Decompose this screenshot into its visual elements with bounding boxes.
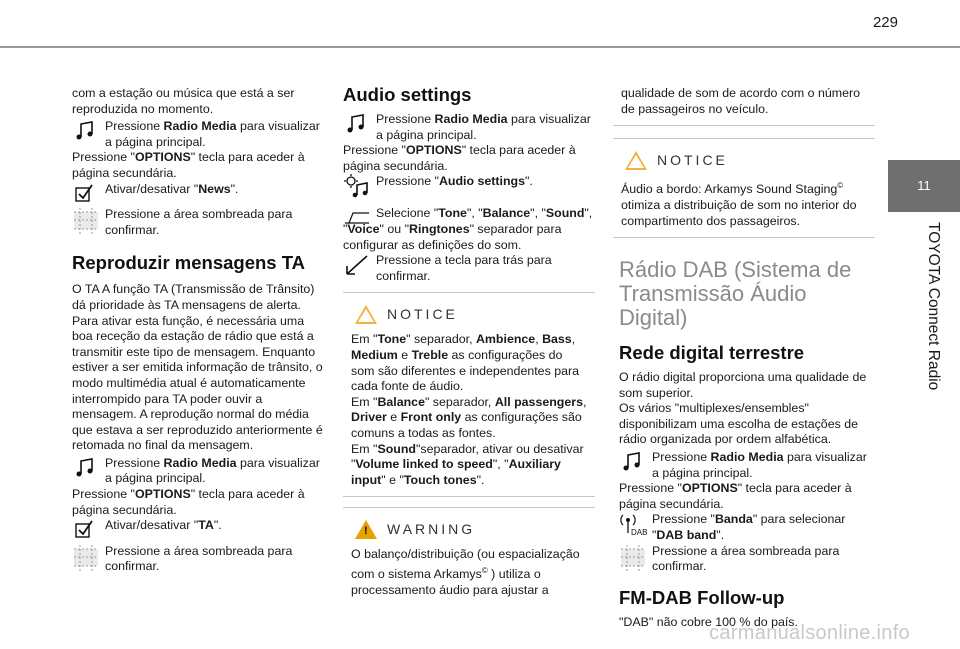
text: Pressione xyxy=(652,450,711,465)
text: " separador para configurar as definições do som. xyxy=(343,221,562,252)
text: " tecla para aceder à página secundária. xyxy=(619,481,852,511)
chapter-tab[interactable]: 11 xyxy=(888,160,960,212)
text: Em " xyxy=(351,394,378,409)
text: ". xyxy=(213,518,222,533)
instruction-row xyxy=(72,119,324,150)
text: para visualizar a página principal. xyxy=(376,112,591,142)
paragraph xyxy=(619,481,875,512)
text: Pressione a área sombreada para confirmar. xyxy=(652,543,840,574)
paragraph xyxy=(343,143,595,174)
text: ", " xyxy=(466,206,483,221)
instruction-row xyxy=(72,456,324,487)
text: para visualizar a página principal. xyxy=(105,119,320,149)
text: ) utiliza o processamento áudio para ajustar a xyxy=(351,567,549,597)
notice-header xyxy=(343,293,595,330)
text-bold: TA xyxy=(198,518,214,533)
instruction-row xyxy=(343,174,595,202)
text-bold: Auxiliary input xyxy=(351,457,561,487)
text: Ativar/desativar " xyxy=(105,518,199,533)
text-bold: Touch tones xyxy=(403,472,477,487)
paragraph: O rádio digital proporciona uma qualidade de som superior. xyxy=(619,370,867,400)
text-bold: Ringtones xyxy=(409,221,470,236)
paragraph xyxy=(621,178,867,229)
music-settings-icon xyxy=(343,173,371,199)
paragraph: qualidade de som de acordo com o número de passageiros no veículo. xyxy=(621,86,861,116)
instruction-row xyxy=(72,544,324,575)
text-bold: Radio Media xyxy=(163,119,237,134)
notice-title: NOTICE xyxy=(387,306,458,323)
header-divider xyxy=(0,46,960,48)
text-bold: Bass xyxy=(542,332,572,347)
text: Pressione " xyxy=(72,150,135,165)
text: ". xyxy=(525,174,533,189)
warning-box-continued xyxy=(613,70,875,126)
instruction-row xyxy=(343,253,595,284)
instruction-row xyxy=(619,450,875,481)
text: O balanço/distribuição (ou espacialização com o sistema Arkamys xyxy=(351,547,580,581)
text: ", " xyxy=(530,206,546,221)
instruction-row xyxy=(343,206,595,222)
text-bold: DAB band xyxy=(656,528,717,543)
text-bold: Balance xyxy=(377,394,425,409)
text-bold: Radio Media xyxy=(710,450,784,465)
notice-title: NOTICE xyxy=(657,151,728,168)
text: Pressione " xyxy=(72,487,135,502)
warning-triangle-icon: ! xyxy=(625,151,647,170)
warning-box xyxy=(343,507,595,606)
text: , xyxy=(535,332,543,347)
paragraph xyxy=(72,150,324,181)
page-number: 229 xyxy=(872,14,898,31)
paragraph xyxy=(343,222,595,253)
text: Selecione " xyxy=(376,206,439,221)
text: " tecla para aceder à página secundária. xyxy=(343,143,576,173)
text-bold: Balance xyxy=(482,206,531,221)
section-heading: FM-DAB Follow-up xyxy=(619,586,785,608)
instruction-row xyxy=(72,182,324,198)
warning-title: WARNING xyxy=(387,520,476,537)
music-note-icon xyxy=(343,111,371,137)
back-arrow-icon xyxy=(343,252,371,278)
music-note-icon xyxy=(619,449,647,475)
text-bold: Tone xyxy=(377,332,407,347)
shaded-area-icon xyxy=(72,208,100,234)
instruction-row xyxy=(72,518,324,534)
text-bold: Radio Media xyxy=(434,112,508,126)
checkbox-icon xyxy=(72,181,100,207)
text: "separador, ativar ou desativar " xyxy=(351,441,584,472)
warning-triangle-icon: ! xyxy=(355,305,377,324)
superscript: © xyxy=(837,181,844,191)
chapter-title: TOYOTA Connect Radio xyxy=(925,222,942,391)
instruction-row xyxy=(619,512,875,543)
column-3 xyxy=(613,70,875,630)
warning-header xyxy=(343,508,595,545)
paragraph xyxy=(351,547,587,598)
warning-triangle-icon: ! xyxy=(355,520,377,539)
paragraph xyxy=(351,442,587,489)
chapter-section-heading: Rádio DAB (Sistema de Transmissão Áudio Digital) xyxy=(619,257,852,331)
text-bold: Sound xyxy=(377,441,416,456)
text: Pressione a área sombreada para confirmar. xyxy=(105,543,293,574)
text-bold: Voice xyxy=(347,221,380,236)
text: para visualizar a página principal. xyxy=(105,455,320,486)
text: Áudio a bordo: Arkamys Sound Staging xyxy=(621,182,838,197)
text: " para selecionar " xyxy=(652,512,846,543)
section-heading: Audio settings xyxy=(343,84,472,105)
text: e xyxy=(386,410,401,425)
paragraph: O TA A função TA (Transmissão de Trânsito) dá prioridade às TA mensagens de alerta. Para ativar esta função, é necessária uma boa receção da estação de rádio que está a transmitir este tipo de mensagem. Enquanto estiver a ser emitida informação de trânsito, o modo multimédia atual é automaticamente interrompido para TA poder ouvir a mensagem. A reprodução normal do média que estava a ser reproduzido anteriormente é retomada no final da mensagem. xyxy=(72,282,323,453)
instruction-row xyxy=(343,112,595,143)
notice-box xyxy=(343,292,595,497)
section-heading: Rede digital terrestre xyxy=(619,342,805,364)
text-bold: Banda xyxy=(714,512,753,527)
text: ", xyxy=(584,206,593,221)
text: Pressione a tecla para trás para confirmar. xyxy=(376,253,552,283)
text: Pressione xyxy=(376,112,435,126)
text: " separador, xyxy=(406,332,476,347)
text-bold: Radio Media xyxy=(163,455,237,470)
text: as configurações são comuns a todas as fontes. xyxy=(351,410,582,440)
text: Em " xyxy=(351,441,378,456)
paragraph xyxy=(72,487,324,518)
text: ", " xyxy=(492,457,509,472)
text: , xyxy=(571,332,576,347)
text-bold: OPTIONS xyxy=(134,150,191,165)
tab-selector-icon xyxy=(343,205,371,231)
text: e xyxy=(397,347,412,362)
shaded-area-icon xyxy=(72,545,100,571)
text: Pressione " xyxy=(652,512,715,527)
shaded-area-icon xyxy=(619,545,647,571)
text: Pressione xyxy=(105,455,164,470)
section-heading: Reproduzir mensagens TA xyxy=(72,252,306,274)
text: Pressione " xyxy=(619,481,682,496)
text-bold: OPTIONS xyxy=(405,143,462,158)
paragraph: Os vários "multiplexes/ensembles" disponibilizam uma escolha de estações de rádio organizada por ordem alfabética. xyxy=(619,401,859,447)
column-2 xyxy=(343,84,595,606)
text: as configurações do som são diferentes e independentes para cada fonte de áudio. xyxy=(351,347,580,394)
text: Pressione a área sombreada para confirmar. xyxy=(105,207,293,237)
text: Ativar/desativar " xyxy=(105,181,199,196)
watermark: carmanualsonline.info xyxy=(709,622,910,644)
music-note-icon xyxy=(72,455,100,481)
paragraph: com a estação ou música que está a ser reproduzida no momento. xyxy=(72,86,295,116)
text: Em " xyxy=(351,332,378,347)
dab-section xyxy=(613,342,875,630)
text: para visualizar a página principal. xyxy=(652,450,867,480)
notice-box xyxy=(613,138,875,238)
text: " ou " xyxy=(379,221,410,236)
text: , xyxy=(582,394,587,409)
text: ". xyxy=(476,472,485,487)
paragraph xyxy=(351,395,587,442)
column-1 xyxy=(72,86,324,575)
text-bold: Medium xyxy=(351,347,398,362)
text-bold: Audio settings xyxy=(438,174,525,189)
paragraph: "DAB" não cobre 100 % do país. xyxy=(619,614,798,629)
text-bold: Treble xyxy=(411,347,449,362)
text-bold: News xyxy=(198,181,231,196)
paragraph xyxy=(351,332,587,394)
checkbox-icon xyxy=(72,517,100,543)
text-bold: OPTIONS xyxy=(681,481,738,496)
text: ". xyxy=(230,181,239,196)
text: Pressione xyxy=(105,119,164,134)
warning-body xyxy=(343,545,595,606)
superscript: © xyxy=(481,565,488,575)
text: " tecla para aceder à página secundária. xyxy=(72,150,305,180)
text: " xyxy=(343,221,348,236)
instruction-row xyxy=(619,544,875,575)
text: otimiza a distribuição de som no interior do compartimento dos passageiros. xyxy=(621,197,857,228)
text-bold: Front only xyxy=(400,410,462,425)
text-bold: Volume linked to speed xyxy=(355,457,493,472)
text-bold: All passengers xyxy=(494,394,583,409)
text-bold: OPTIONS xyxy=(134,487,191,502)
text-bold: Ambience xyxy=(475,332,536,347)
text: Pressione " xyxy=(376,174,439,189)
music-note-icon xyxy=(72,118,100,144)
text: " separador, xyxy=(424,394,495,409)
text-bold: Sound xyxy=(545,206,585,221)
svg-text:DAB: DAB xyxy=(631,528,647,538)
text: ". xyxy=(716,528,725,543)
notice-body xyxy=(343,330,595,496)
text: " e " xyxy=(381,472,404,487)
text-bold: Tone xyxy=(438,206,467,221)
text: " tecla para aceder à página secundária. xyxy=(72,487,305,517)
notice-header xyxy=(613,139,875,176)
dab-radio-icon xyxy=(619,511,647,537)
text: Pressione " xyxy=(343,143,406,158)
notice-body xyxy=(613,176,875,237)
instruction-row xyxy=(72,207,324,238)
text-bold: Driver xyxy=(351,410,387,425)
